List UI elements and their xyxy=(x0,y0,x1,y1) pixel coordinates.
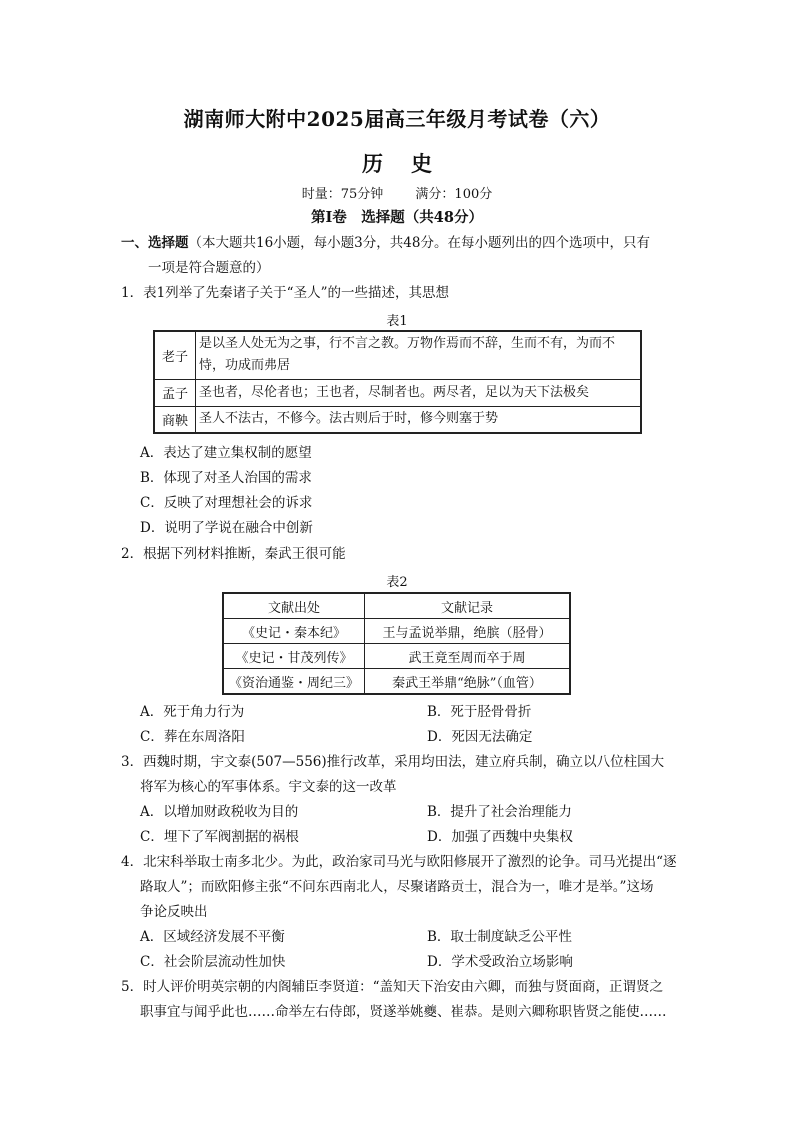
table-cell: 《资治通鉴・周纪三》 xyxy=(223,669,365,695)
q3-stem: 3．西魏时期，宇文泰(507—556)推行改革，采用均田法，建立府兵制，确立以八位柱国大 xyxy=(121,754,665,770)
q4-stem: 4．北宋科举取士南多北少。为此，政治家司马光与欧阳修展开了激烈的论争。司马光提出“逐 xyxy=(121,854,677,870)
q1-option: A．表达了建立集权制的愿望 xyxy=(140,445,312,461)
table-cell: 王与孟说举鼎，绝膑（胫骨） xyxy=(365,619,571,644)
q1-table xyxy=(153,330,642,434)
table-cell: 商鞅 xyxy=(154,406,196,433)
q1-option: C．反映了对理想社会的诉求 xyxy=(140,495,313,511)
q1-table-caption: 表1 xyxy=(386,314,408,329)
q3-option: B．提升了社会治理能力 xyxy=(427,804,572,820)
q2-option: A．死于角力行为 xyxy=(140,704,245,720)
table-row xyxy=(154,406,641,433)
instructions-label: 一、选择题 xyxy=(121,235,189,251)
instructions-line: 一项是符合题意的） xyxy=(148,260,270,276)
table-cell: 圣人不法古，不修今。法古则后于时，修今则塞于势 xyxy=(196,406,642,433)
table-row xyxy=(223,644,570,669)
q1-option: D．说明了学说在融合中创新 xyxy=(140,520,313,536)
table-cell: 秦武王举鼎“绝脉”（血管） xyxy=(365,669,571,695)
exam-score: 满分：100分 xyxy=(415,187,493,202)
part-heading: 第Ⅰ卷 选择题（共48分） xyxy=(311,209,483,226)
table-row xyxy=(223,669,570,695)
exam-title: 湖南师大附中2025届高三年级月考试卷（六） xyxy=(183,107,611,131)
table-cell: 武王竟至周而卒于周 xyxy=(365,644,571,669)
q4-stem: 争论反映出 xyxy=(140,904,208,920)
table-cell: 是以圣人处无为之事，行不言之教。万物作焉而不辞，生而不有，为而不恃，功成而弗居 xyxy=(196,331,642,379)
q1-stem: 1．表1列举了先秦诸子关于“圣人”的一些描述，其思想 xyxy=(121,285,449,301)
table-row xyxy=(154,379,641,406)
subject-char: 历 xyxy=(362,151,383,176)
table-header-row xyxy=(223,593,570,619)
table-cell: 《史记・甘茂列传》 xyxy=(223,644,365,669)
q2-stem: 2．根据下列材料推断，秦武王很可能 xyxy=(121,546,346,562)
exam-time: 时量：75分钟 xyxy=(301,187,384,202)
q5-stem: 5．时人评价明英宗朝的内阁辅臣李贤道：“盖知天下治安由六卿，而独与贤面商，正谓贤之 xyxy=(121,979,663,995)
table-header-cell: 文献记录 xyxy=(365,593,571,619)
q4-option: B．取士制度缺乏公平性 xyxy=(427,929,572,945)
subject-char: 史 xyxy=(411,151,432,176)
instructions-text: （本大题共16小题，每小题3分，共48分。在每小题列出的四个选项中，只有 xyxy=(188,235,650,251)
q2-table-caption: 表2 xyxy=(386,575,408,590)
q2-table xyxy=(222,592,571,695)
table-cell: 《史记・秦本纪》 xyxy=(223,619,365,644)
q4-stem: 路取人”；而欧阳修主张“不问东西南北人，尽聚诸路贡士，混合为一，唯才是举。”这场 xyxy=(140,879,654,895)
q5-stem: 职事宜与闻乎此也……命举左右侍郎，贤遂举姚夔、崔恭。是则六卿称职皆贤之能使…… xyxy=(140,1004,667,1020)
table-row xyxy=(223,619,570,644)
table-cell: 老子 xyxy=(154,331,196,379)
q2-option: D．死因无法确定 xyxy=(427,729,533,745)
table-row xyxy=(154,331,641,379)
subject-title xyxy=(0,148,794,178)
q4-option: C．社会阶层流动性加快 xyxy=(140,954,286,970)
exam-meta xyxy=(0,183,794,202)
table-cell: 圣也者，尽伦者也；王也者，尽制者也。两尽者，足以为天下法极矣 xyxy=(196,379,642,406)
q1-option: B．体现了对圣人治国的需求 xyxy=(140,470,312,486)
q2-option: B．死于胫骨骨折 xyxy=(427,704,532,720)
q3-stem: 将军为核心的军事体系。宇文泰的这一改革 xyxy=(140,779,397,795)
q4-option: D．学术受政治立场影响 xyxy=(427,954,573,970)
q3-option: D．加强了西魏中央集权 xyxy=(427,829,573,845)
q3-option: C．埋下了军阀割据的祸根 xyxy=(140,829,299,845)
table-cell: 孟子 xyxy=(154,379,196,406)
table-header-cell: 文献出处 xyxy=(223,593,365,619)
q4-option: A．区域经济发展不平衡 xyxy=(140,929,285,945)
instructions-line xyxy=(121,234,650,252)
q2-option: C．葬在东周洛阳 xyxy=(140,729,245,745)
q3-option: A．以增加财政税收为目的 xyxy=(140,804,299,820)
